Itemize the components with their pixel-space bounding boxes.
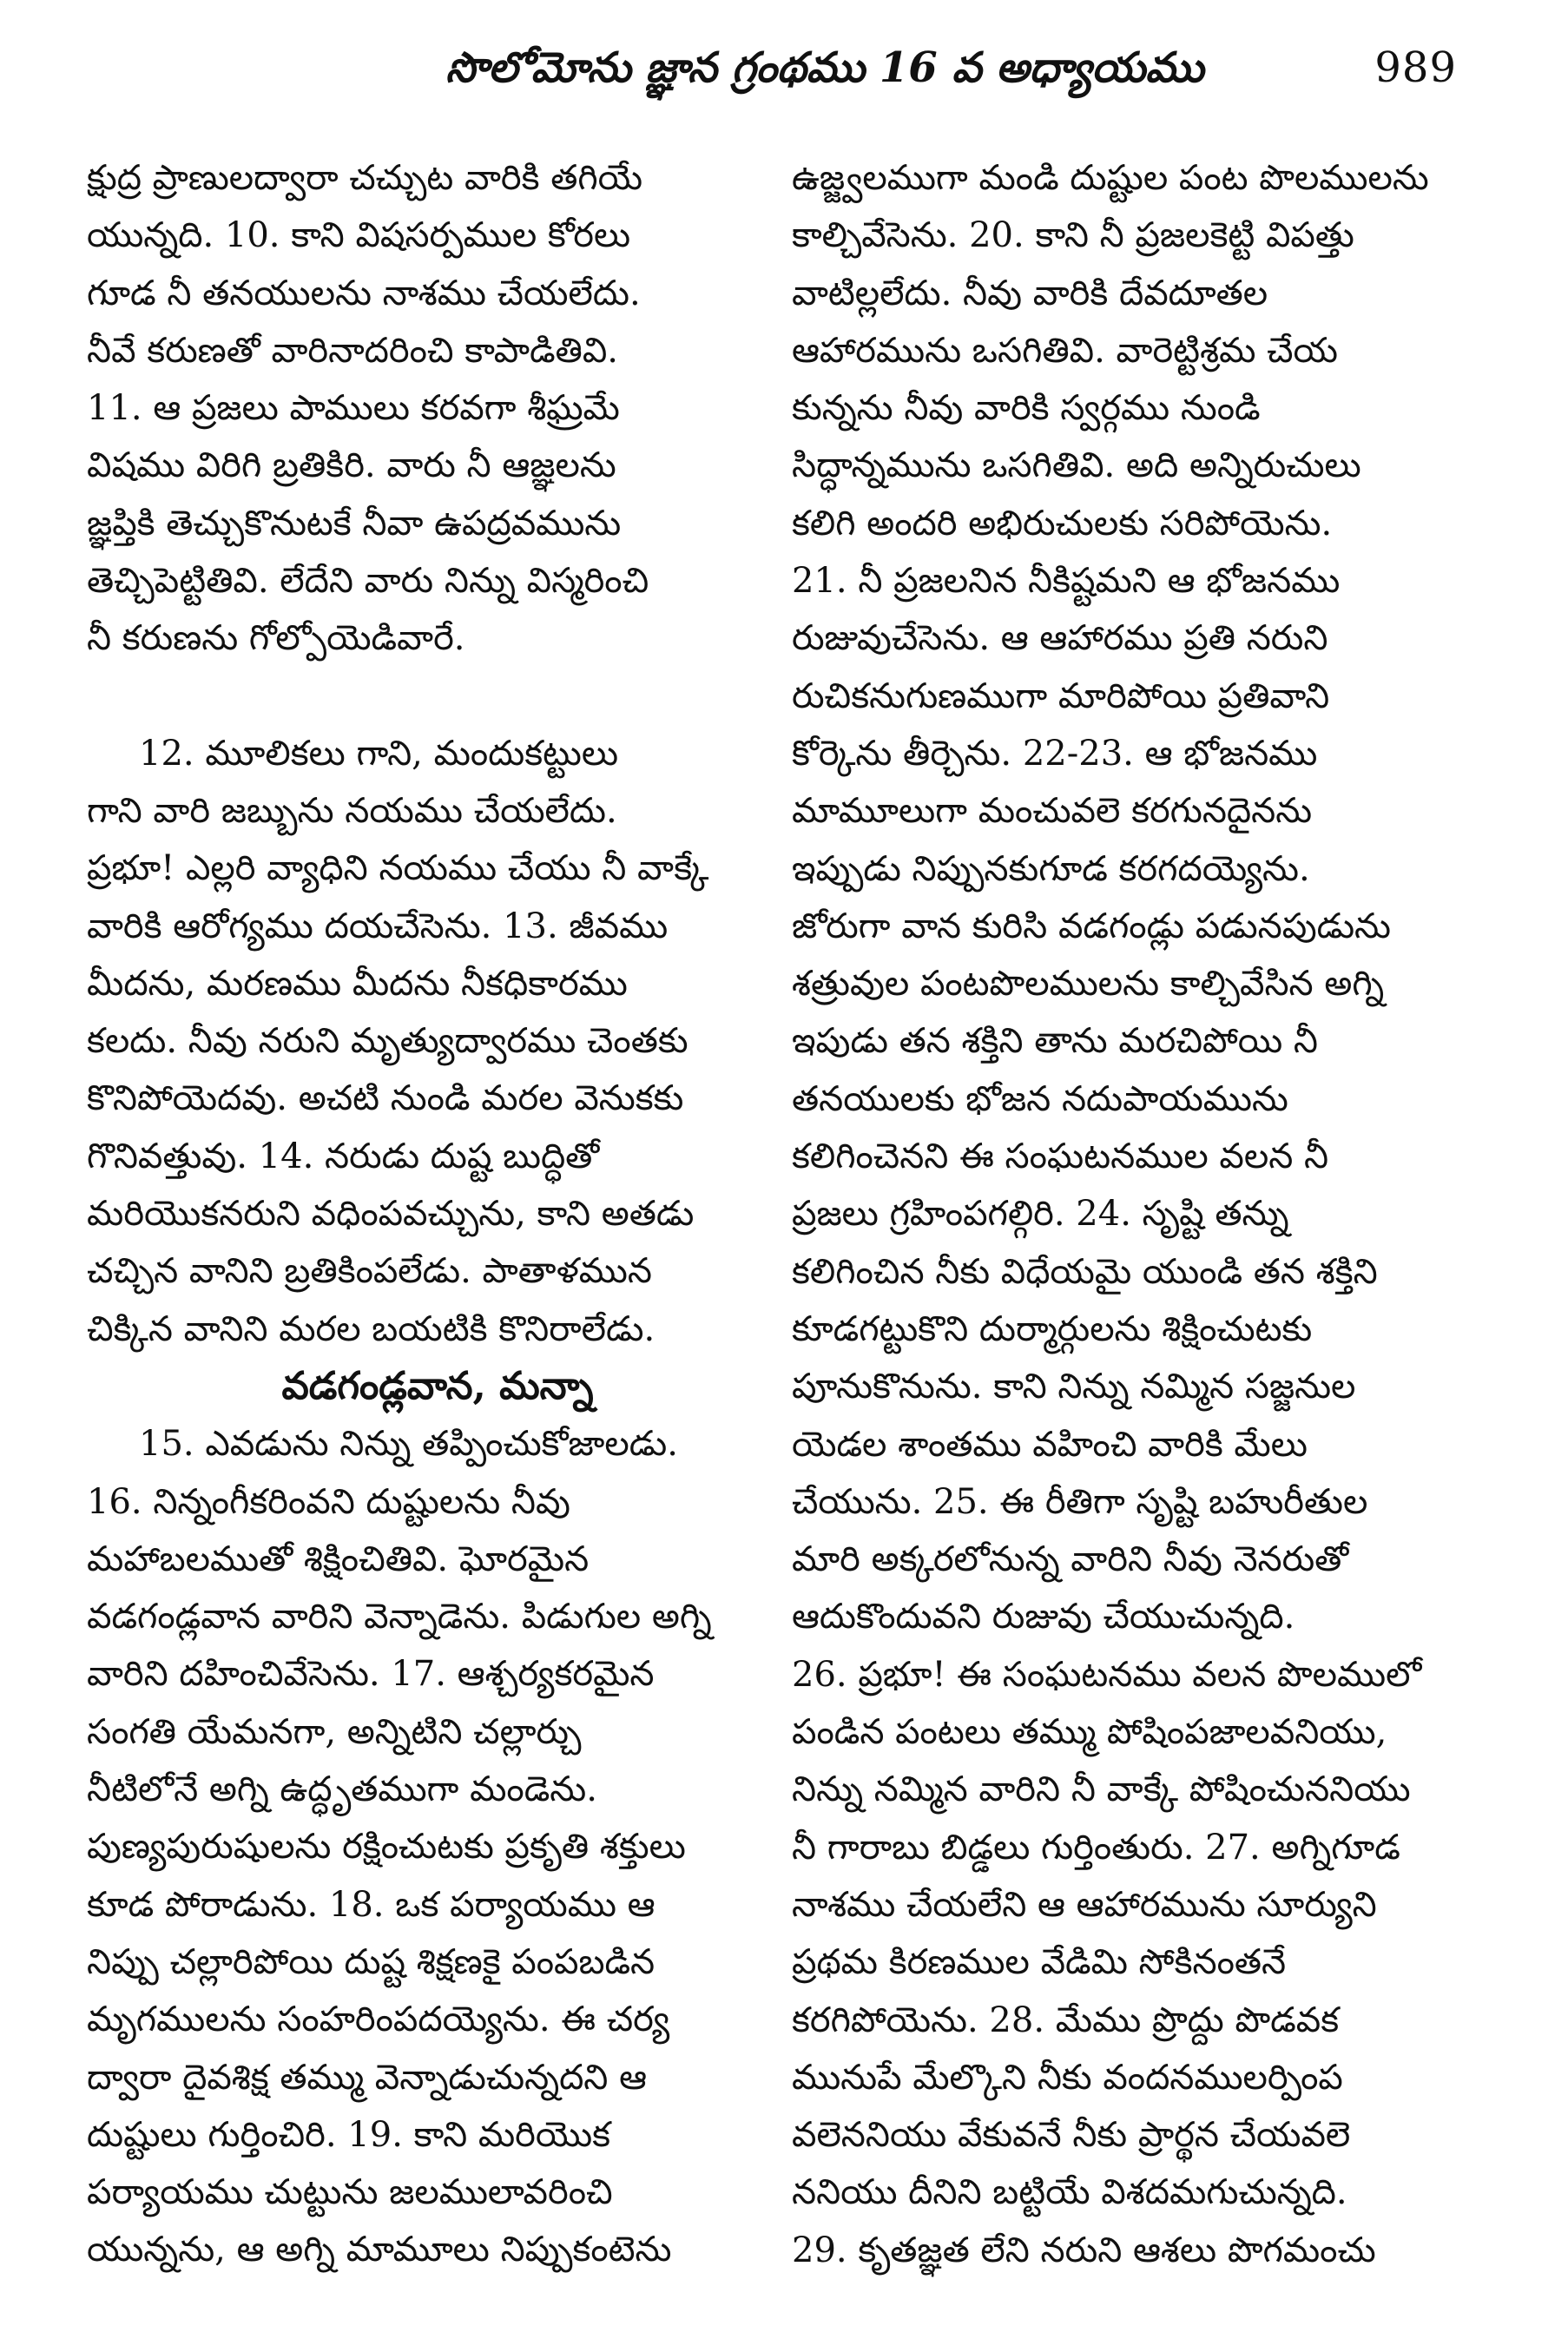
paragraph: ఉజ్జ్వలముగా మండి దుష్టుల పంట పొలములను కాల్చివేసెను. 20. కాని నీ ప్రజలకెట్టి విపత్తు వాటిల్లలేదు. నీవు వారికి దేవదూతల ఆహారమును ఒసగితివి. వారెట్టిశ్రమ చేయ కున్నను నీవు వారికి స్వర్గము నుండి సిద్ధాన్నమును ఒసగితివి. అది అన్నిరుచులు కలిగి అందరి అభిరుచులకు సరిపోయెను. 21. నీ ప్రజలనిన నీకిష్టమని ఆ భోజనము రుజువుచేసెను. ఆ ఆహారము ప్రతి నరుని రుచికనుగుణముగా మారిపోయి ప్రతివాని కోర్కెను తీర్చెను. 22-23. ఆ భోజనము మామూలుగా మంచువలె కరగునదైనను ఇప్పుడు నిప్పునకుగూడ కరగదయ్యెను. జోరుగా వాన కురిసి వడగండ్లు పడునపుడును శత్రువుల పంటపొలములను కాల్చివేసిన అగ్ని ఇపుడు తన శక్తిని తాను మరచిపోయి నీ తనయులకు భోజన నదుపాయమును కలిగించెనని ఈ సంఘటనముల వలన నీ ప్రజలు గ్రహింపగల్గిరి. 24. సృష్టి తన్ను కలిగించిన నీకు విధేయమై యుండి తన శక్తిని కూడగట్టుకొని దుర్మార్గులను శిక్షించుటకు పూనుకొనును. కాని నిన్ను నమ్మిన సజ్జనుల యెడల శాంతము వహించి వారికి మేలు చేయును. 25. ఈ రీతిగా సృష్టి బహురీతుల మారి అక్కరలోనున్న వారిని నీవు నెనరుతో ఆదుకొందువని రుజువు చేయుచున్నది. 26. ప్రభూ! ఈ సంఘటనము వలన పొలములో పండిన పంటలు తమ్ము పోషింపజాలవనియు, నిన్ను నమ్మిన వారిని నీ వాక్కే పోషించుననియు నీ గారాబు బిడ్డలు గుర్తింతురు. 27. అగ్నిగూడ నాశము చేయలేని ఆ ఆహారమును సూర్యుని ప్రథమ కిరణముల వేడిమి సోకినంతనే కరగిపోయెను. 28. మేము ప్రొద్దు పొడవక మునుపే మేల్కొని నీకు వందనములర్పింప వలెననియు వేకువనే నీకు ప్రార్థన చేయవలె ననియు దీనిని బట్టియే విశదమగుచున్నది. 29. కృతజ్ఞత లేని నరుని ఆశలు పొగమంచు (792, 158, 1429, 2270)
running-title: సొలోమోను జ్ఞాన గ్రంథము 16 వ అధ్యాయము (445, 43, 1204, 92)
left-column (87, 149, 788, 2337)
page-header (0, 35, 1568, 104)
paragraph: క్షుద్ర ప్రాణులద్వారా చచ్చుట వారికి తగియే యున్నది. 10. కాని విషసర్పముల కోరలు గూడ నీ తనయులను నాశము చేయలేదు. నీవే కరుణతో వారినాదరించి కాపాడితివి. 11. ఆ ప్రజలు పాములు కరవగా శీఘ్రమే విషము విరిగి బ్రతికిరి. వారు నీ ఆజ్ఞలను జ్ఞప్తికి తెచ్చుకొనుటకే నీవా ఉపద్రవమును తెచ్చిపెట్టితివి. లేదేని వారు నిన్ను విస్మరించి నీ కరుణను గోల్పోయెడివారే. (87, 158, 649, 659)
paragraph-gap (87, 668, 788, 725)
paragraph: 15. ఎవడును నిన్ను తప్పించుకోజాలడు. 16. నిన్నంగీకరింవని దుష్టులను నీవు మహాబలముతో శిక్షించితివి. ఘోరమైన వడగండ్లవాన వారిని వెన్నాడెను. పిడుగుల అగ్ని వారిని దహించివేసెను. 17. ఆశ్చర్యకరమైన సంగతి యేమనగా, అన్నిటిని చల్లార్చు నీటిలోనే అగ్ని ఉద్ధృతముగా మండెను. పుణ్యపురుషులను రక్షించుటకు ప్రకృతి శక్తులు కూడ పోరాడును. 18. ఒక పర్యాయము ఆ నిప్పు చల్లారిపోయి దుష్ట శిక్షణకై పంపబడిన మృగములను సంహరింపదయ్యెను. ఈ చర్య ద్వారా దైవశిక్ష తమ్ము వెన్నాడుచున్నదని ఆ దుష్టులు గుర్తించిరి. 19. కాని మరియొక పర్యాయము చుట్టును జలములావరించి యున్నను, ఆ అగ్ని మామూలు నిప్పుకంటెను (87, 1424, 712, 2270)
page-number: 989 (1374, 43, 1457, 92)
right-column (792, 149, 1493, 2337)
section-heading: వడగండ్లవాన, మన్నా (281, 1363, 594, 1408)
paragraph: 12. మూలికలు గాని, మందుకట్టులు గాని వారి జబ్బును నయము చేయలేదు. ప్రభూ! ఎల్లరి వ్యాధిని నయము చేయు నీ వాక్కే వారికి ఆరోగ్యము దయచేసెను. 13. జీవము మీదను, మరణము మీదను నీకధికారము కలదు. నీవు నరుని మృత్యుద్వారము చెంతకు కొనిపోయెదవు. అచటి నుండి మరల వెనుకకు గొనివత్తువు. 14. నరుడు దుష్ట బుద్ధితో మరియొకనరుని వధింపవచ్చును, కాని అతడు చచ్చిన వానిని బ్రతికింపలేడు. పాతాళమున చిక్కిన వానిని మరల బయటికి కొనిరాలేడు. (87, 733, 709, 1349)
